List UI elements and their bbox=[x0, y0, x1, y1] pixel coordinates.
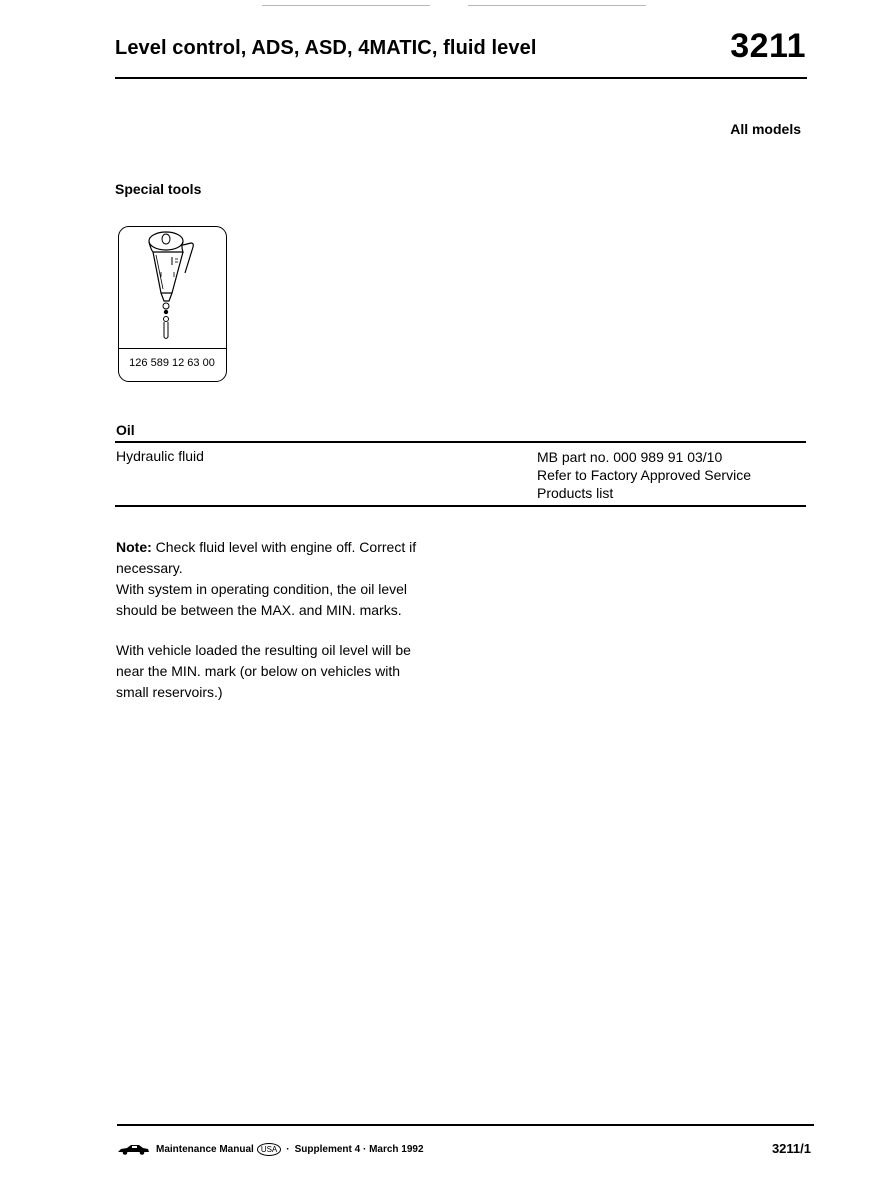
note-text: Check fluid level with engine off. Correct if bbox=[155, 539, 417, 555]
oil-spec-line: Products list bbox=[537, 485, 614, 501]
note-line: near the MIN. mark (or below on vehicles with bbox=[116, 663, 400, 679]
manual-name: Maintenance Manual bbox=[156, 1143, 254, 1155]
header-rule bbox=[115, 77, 807, 79]
footer-publication-info bbox=[117, 1141, 424, 1157]
special-tools-heading: Special tools bbox=[115, 181, 202, 197]
page-number: 3211/1 bbox=[771, 1141, 811, 1156]
usa-region-badge: USA bbox=[257, 1143, 281, 1156]
tool-card-divider bbox=[119, 348, 226, 349]
note-line: With system in operating condition, the oil level bbox=[116, 581, 408, 597]
footer-separator: · bbox=[286, 1143, 290, 1155]
special-tool-card bbox=[118, 226, 227, 382]
page-title: Level control, ADS, ASD, 4MATIC, fluid level bbox=[115, 37, 537, 59]
paragraph-gap bbox=[116, 621, 416, 640]
note-line bbox=[116, 537, 416, 558]
supplement-info: Supplement 4 · March 1992 bbox=[294, 1143, 424, 1155]
oil-heading: Oil bbox=[116, 422, 135, 438]
footer-rule bbox=[117, 1124, 814, 1126]
oil-name-cell: Hydraulic fluid bbox=[116, 448, 204, 464]
fluid-extraction-syringe-icon bbox=[119, 227, 225, 347]
tool-part-number: 126 589 12 63 00 bbox=[129, 357, 215, 369]
note-label: Note: bbox=[116, 539, 152, 555]
note-line: necessary. bbox=[116, 560, 183, 576]
note-line: With vehicle loaded the resulting oil level will be bbox=[116, 642, 411, 658]
oil-table-bottom-rule bbox=[115, 505, 806, 507]
note-line: small reservoirs.) bbox=[116, 684, 223, 700]
scan-artifact bbox=[468, 5, 646, 6]
section-number: 3211 bbox=[730, 27, 806, 65]
oil-spec-line: Refer to Factory Approved Service bbox=[537, 467, 751, 483]
note-block bbox=[116, 537, 416, 703]
oil-spec-line: MB part no. 000 989 91 03/10 bbox=[537, 449, 723, 465]
car-icon bbox=[117, 1143, 150, 1155]
applicability-label: All models bbox=[730, 121, 801, 137]
note-line: should be between the MAX. and MIN. marks. bbox=[116, 602, 402, 618]
scan-artifact bbox=[262, 5, 430, 6]
oil-spec-cell bbox=[537, 448, 751, 502]
oil-table-top-rule bbox=[115, 441, 806, 443]
